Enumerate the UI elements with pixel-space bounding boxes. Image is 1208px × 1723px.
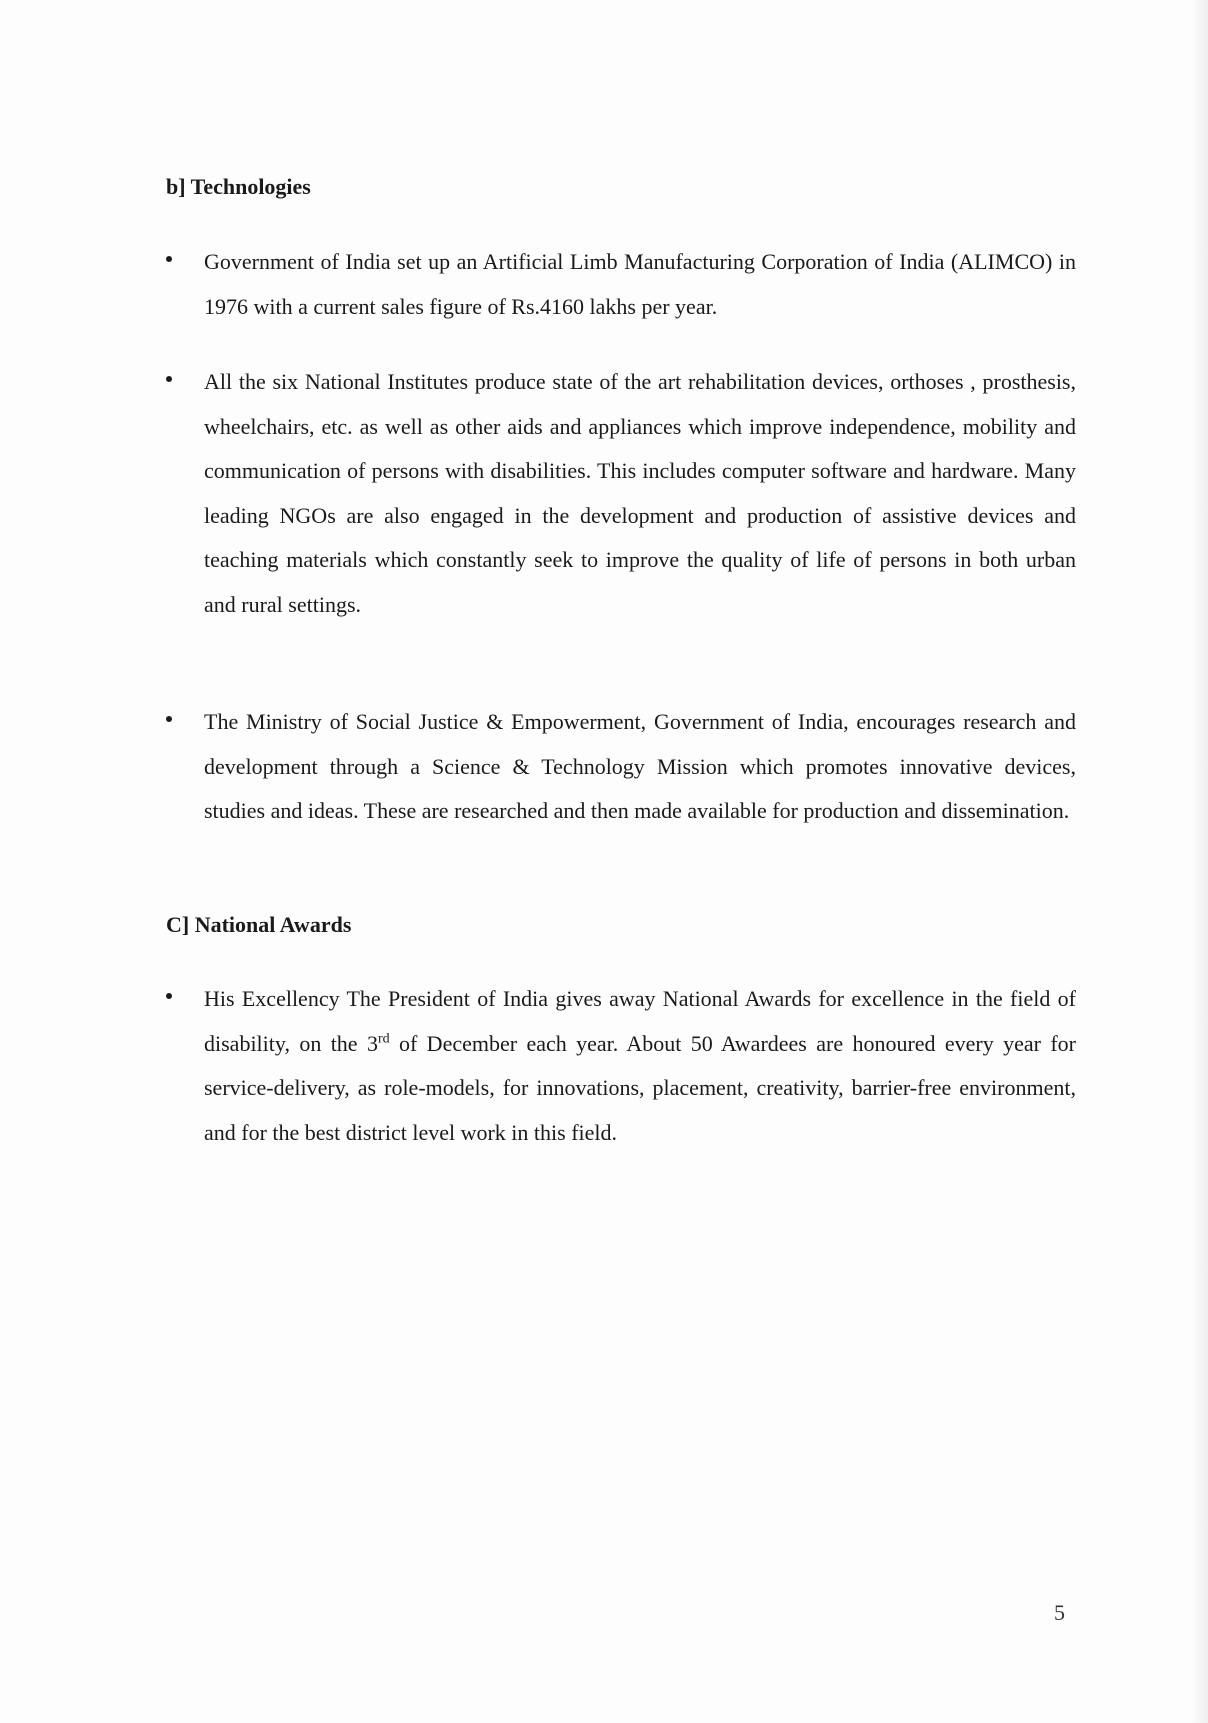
bullet-text: Government of India set up an Artificial Limb Manufacturing Corporation of India (ALIMCO) in 1976 with a current sales figure of Rs.4160 lakhs per year. (204, 249, 1076, 319)
bullet-icon (166, 993, 172, 999)
section-heading-national-awards: C] National Awards (166, 912, 352, 937)
bullet-icon (166, 376, 172, 382)
scan-edge-shadow (1190, 0, 1208, 1723)
list-item (166, 977, 1076, 1155)
list-item (166, 360, 1076, 627)
list-item (166, 240, 1076, 329)
bullet-text: All the six National Institutes produce state of the art rehabilitation devices, orthoses , prosthesis, wheelchairs, etc. as well as other aids and appliances which improve independence, mobility and communication of persons with disabilities. This includes computer software and hardware. Many leading NGOs are also engaged in the development and production of assistive devices and teaching materials which constantly seek to improve the quality of life of persons in both urban and rural settings. (204, 369, 1076, 617)
bullet-text-part: His Excellency The President of India gives away National Awards for excellence in the field of disability, on the 3 (204, 986, 1076, 1056)
bullet-text (204, 977, 1076, 1155)
page-number: 5 (1054, 1600, 1065, 1625)
bullet-text: The Ministry of Social Justice & Empowerment, Government of India, encourages research and development through a Science & Technology Mission which promotes innovative devices, studies and ideas. These are researched and then made available for production and dissemination. (204, 709, 1076, 823)
bullet-icon (166, 256, 172, 262)
superscript: rd (377, 1031, 390, 1047)
bullet-text-part: of December each year. About 50 Awardees are honoured every year for service-delivery, as role-models, for innovations, placement, creativity, barrier-free environment, and for the best district level work in this field. (204, 1030, 1077, 1145)
bullet-icon (166, 716, 172, 722)
list-item (166, 700, 1076, 834)
section-heading-technologies: b] Technologies (166, 174, 311, 199)
